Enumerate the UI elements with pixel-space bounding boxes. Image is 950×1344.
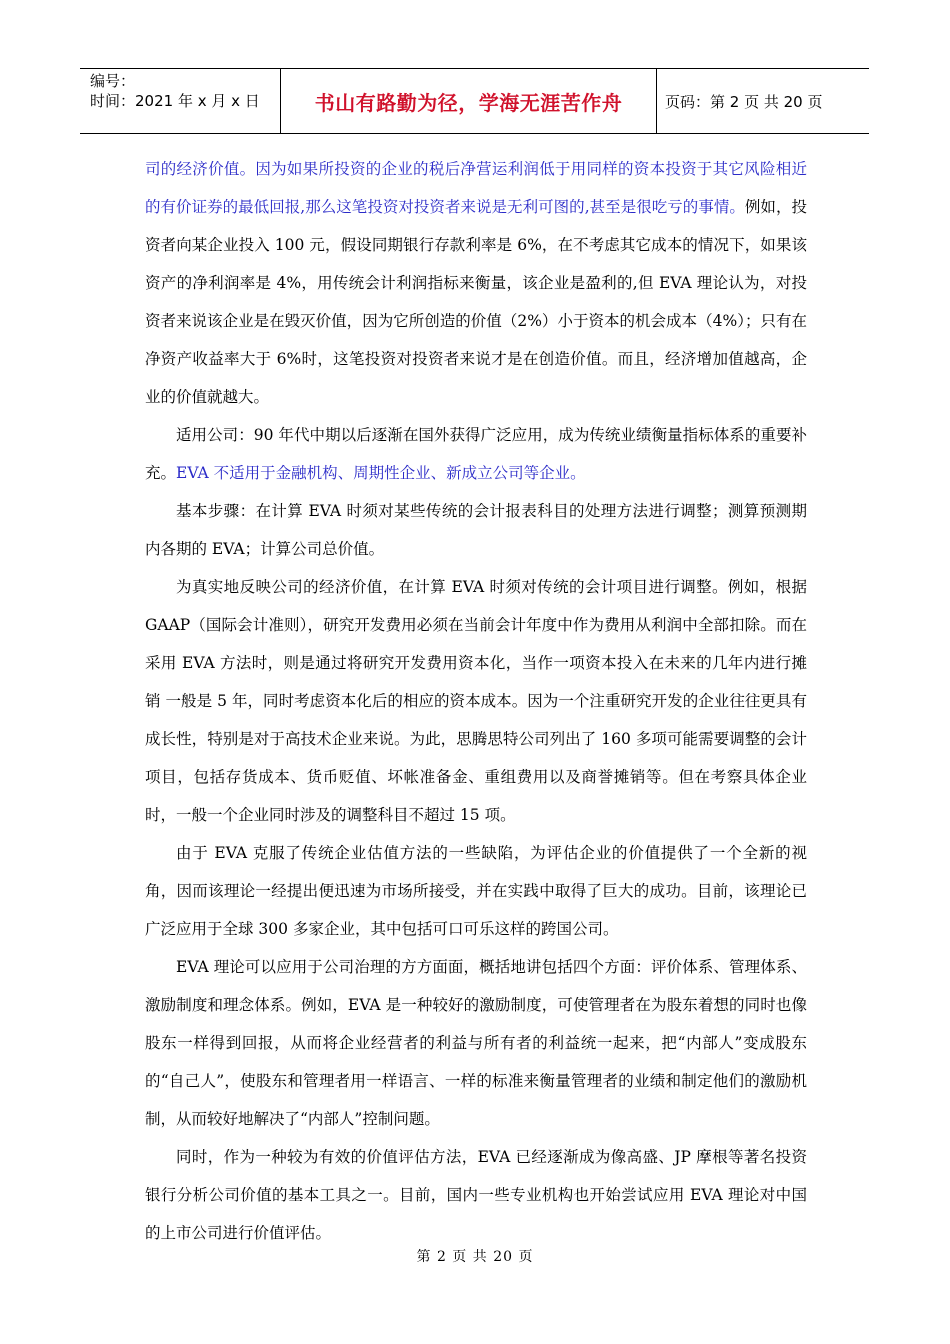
paragraph-6 [145, 948, 807, 1138]
paragraph-2 [145, 416, 807, 492]
header-info-cell [80, 69, 281, 133]
document-number-label: 编号： [90, 72, 136, 90]
paragraph-3 [145, 492, 807, 568]
paragraph-text: 为真实地反映公司的经济价值，在计算 EVA 时须对传统的会计项目进行调整。例如，根据 GAAP（国际会计准则），研究开发费用必须在当前会计年度中作为费用从利润中全部扣除。而在采用 EVA 方法时，则是通过将研究开发费用资本化，当作一项资本投入在未来的几年内进行摊销 一般是 5 年，同时考虑资本化后的相应的资本成本。因为一个注重研究开发的企业往往更具有成长性，特别是对于高技术企业来说。为此，思腾思特公司列出了 160 多项可能需要调整的会计项目，包括存货成本、货币贬值、坏帐准备金、重组费用以及商誉摊销等。但在考察具体企业时，一般一个企业同时涉及的调整科目不超过 15 项。 [145, 578, 807, 824]
paragraph-7 [145, 1138, 807, 1252]
highlighted-text: EVA 不适用于金融机构、周期性企业、新成立公司等企业。 [176, 464, 586, 482]
page-header [80, 68, 869, 134]
paragraph-4 [145, 568, 807, 834]
paragraph-text: EVA 理论可以应用于公司治理的方方面面，概括地讲包括四个方面：评价体系、管理体系、激励制度和理念体系。例如，EVA 是一种较好的激励制度，可使管理者在为股东着想的同时也像股东一样得到回报，从而将企业经营者的利益与所有者的利益统一起来，把“内部人”变成股东的“自己人”，使股东和管理者用一样语言、一样的标准来衡量管理者的业绩和制定他们的激励机制，从而较好地解决了“内部人”控制问题。 [145, 958, 807, 1128]
paragraph-text: 适用公司：90 年代中期以后逐渐在国外获得广泛应用，成为传统业绩衡量指标体系的重要补充。 [145, 426, 807, 482]
page-footer: 第 2 页 共 20 页 [416, 1249, 534, 1265]
paragraph-5 [145, 834, 807, 948]
document-date-label: 时间：2021 年 x 月 x 日 [90, 92, 260, 110]
document-body [145, 150, 807, 1252]
highlighted-text: 司的经济价值。因为如果所投资的企业的税后净营运利润低于用同样的资本投资于其它风险相近的有价证券的最低回报,那么这笔投资对投资者来说是无利可图的,甚至是很吃亏的事情。 [145, 160, 807, 216]
paragraph-text: 同时，作为一种较为有效的价值评估方法，EVA 已经逐渐成为像高盛、JP 摩根等著名投资银行分析公司价值的基本工具之一。目前，国内一些专业机构也开始尝试应用 EVA 理论对中国的上市公司进行价值评估。 [145, 1148, 807, 1242]
paragraph-text: 例如，投资者向某企业投入 100 元，假设同期银行存款利率是 6%，在不考虑其它成本的情况下，如果该资产的净利润率是 4%，用传统会计利润指标来衡量，该企业是盈利的,但 EVA 理论认为，对投资者来说该企业是在毁灭价值，因为它所创造的价值（2%）小于资本的机会成本（4%）；只有在净资产收益率大于 6%时，这笔投资对投资者来说才是在创造价值。而且，经济增加值越高，企业的价值就越大。 [145, 198, 807, 406]
paragraph-text: 基本步骤：在计算 EVA 时须对某些传统的会计报表科目的处理方法进行调整；测算预测期内各期的 EVA；计算公司总价值。 [145, 502, 807, 558]
header-slogan: 书山有路勤为径，学海无涯苦作舟 [281, 69, 657, 133]
paragraph-1 [145, 150, 807, 416]
paragraph-text: 由于 EVA 克服了传统企业估值方法的一些缺陷，为评估企业的价值提供了一个全新的视角，因而该理论一经提出便迅速为市场所接受，并在实践中取得了巨大的成功。目前，该理论已广泛应用于全球 300 多家企业，其中包括可口可乐这样的跨国公司。 [145, 844, 807, 938]
header-page-number: 页码：第 2 页 共 20 页 [665, 92, 823, 111]
